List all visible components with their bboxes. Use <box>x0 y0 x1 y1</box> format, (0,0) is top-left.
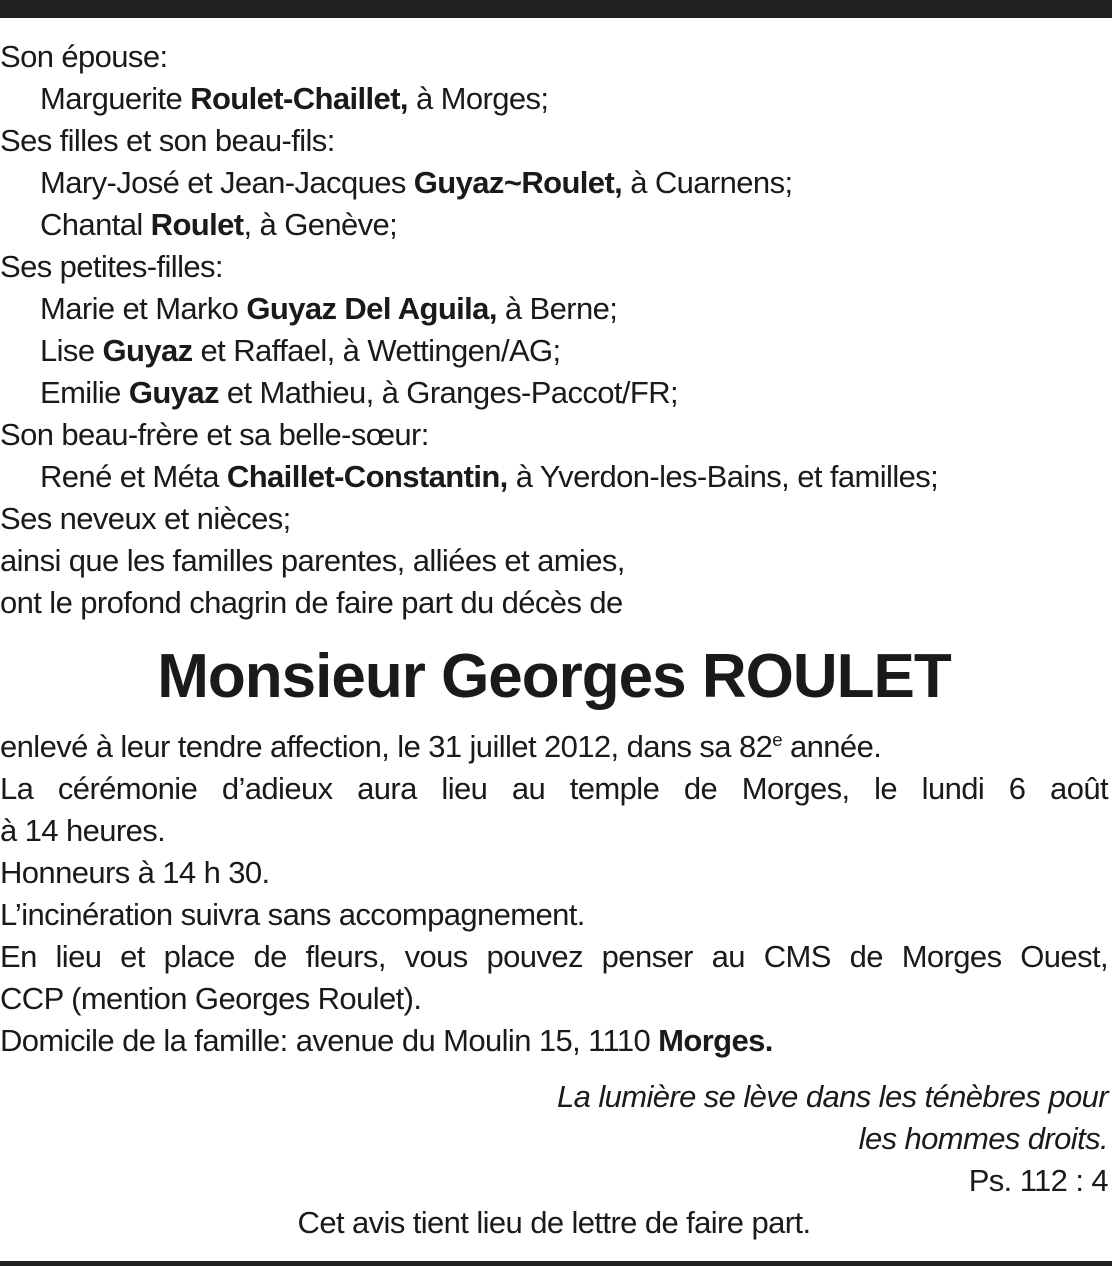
daughter1-line <box>0 162 1108 204</box>
gd1-first: Marie et Marko <box>40 291 247 326</box>
gd2-first: Lise <box>40 333 103 368</box>
spouse-heading: Son épouse: <box>0 39 168 74</box>
spouse-line <box>0 78 1108 120</box>
inlaws-first: René et Méta <box>40 459 227 494</box>
domicile-line <box>0 1020 1108 1062</box>
granddaughter3-line <box>0 372 1108 414</box>
death-text-end: année. <box>782 729 882 764</box>
gd1-place: à Berne; <box>496 291 618 326</box>
inlaws-place: à Yverdon-les-Bains, et familles; <box>507 459 939 494</box>
gd3-name: Guyaz <box>128 375 219 410</box>
gd3-first: Emilie <box>40 375 129 410</box>
inlaws-name: Chaillet-Constantin, <box>226 459 508 494</box>
death-text: enlevé à leur tendre affection, le 31 juillet 2012, dans sa 82 <box>0 729 773 764</box>
flowers-line-1: En lieu et place de fleurs, vous pouvez penser au CMS de Morges Ouest, <box>0 939 1108 974</box>
ceremony-line-2: à 14 heures. <box>0 813 166 848</box>
death-line <box>0 726 1108 768</box>
inlaws-heading: Son beau-frère et sa belle-sœur: <box>0 417 429 452</box>
daughter2-place: , à Genève; <box>243 207 398 242</box>
spouse-first: Marguerite <box>40 81 191 116</box>
spouse-place: à Morges; <box>407 81 549 116</box>
daughter1-name: Guyaz~Roulet, <box>413 165 623 200</box>
obituary-notice <box>0 36 1108 1244</box>
footer-note: Cet avis tient lieu de lettre de faire part. <box>297 1205 811 1240</box>
daughter2-line <box>0 204 1108 246</box>
domicile-city: Morges. <box>658 1023 773 1058</box>
bottom-border-rule <box>0 1261 1112 1266</box>
gd2-name: Guyaz <box>102 333 193 368</box>
quote-line-2: les hommes droits. <box>858 1121 1108 1156</box>
incineration-line: L’incinération suivra sans accompagnement. <box>0 897 585 932</box>
relatives-line: ainsi que les familles parentes, alliées et amies, <box>0 543 625 578</box>
daughter1-first: Mary-José et Jean-Jacques <box>40 165 414 200</box>
announce-line: ont le profond chagrin de faire part du décès de <box>0 585 623 620</box>
gd3-place: et Mathieu, à Granges-Paccot/FR; <box>218 375 679 410</box>
top-border-rule <box>0 0 1112 18</box>
daughter2-first: Chantal <box>40 207 151 242</box>
granddaughters-heading: Ses petites-filles: <box>0 249 223 284</box>
quote-line-1: La lumière se lève dans les ténèbres pour <box>557 1079 1108 1114</box>
gd1-name: Guyaz Del Aguila, <box>246 291 497 326</box>
flowers-line-2: CCP (mention Georges Roulet). <box>0 981 422 1016</box>
honors-line: Honneurs à 14 h 30. <box>0 855 270 890</box>
daughter2-name: Roulet <box>150 207 244 242</box>
psalm-reference: Ps. 112 : 4 <box>968 1163 1108 1198</box>
gd2-place: et Raffael, à Wettingen/AG; <box>192 333 561 368</box>
daughters-heading: Ses filles et son beau-fils: <box>0 123 335 158</box>
granddaughter1-line <box>0 288 1108 330</box>
spouse-name: Roulet-Chaillet, <box>190 81 408 116</box>
daughter1-place: à Cuarnens; <box>622 165 793 200</box>
nephews-line: Ses neveux et nièces; <box>0 501 291 536</box>
ceremony-line-1: La cérémonie d’adieux aura lieu au temple de Morges, le lundi 6 août <box>0 771 1108 806</box>
inlaws-line <box>0 456 1108 498</box>
deceased-name: Monsieur Georges ROULET <box>157 642 951 711</box>
ordinal-superscript: e <box>772 728 782 750</box>
granddaughter2-line <box>0 330 1108 372</box>
domicile-address: Domicile de la famille: avenue du Moulin 15, 1110 <box>0 1023 659 1058</box>
